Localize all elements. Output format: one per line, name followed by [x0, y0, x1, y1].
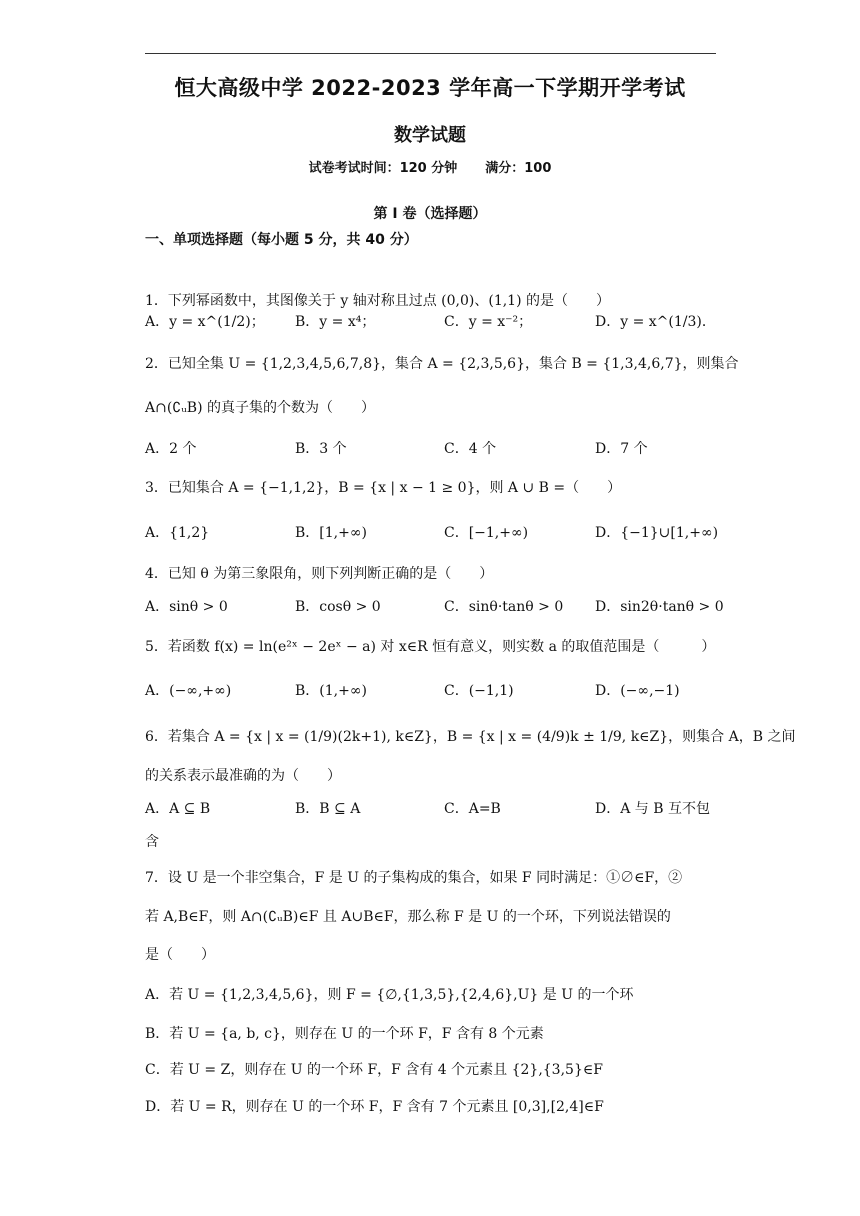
header-rule: [145, 53, 716, 54]
q6-option-d: D．A 与 B 互不包: [595, 801, 710, 817]
q5-option-a: A．(−∞,+∞): [145, 683, 232, 699]
q3-stem: 3．已知集合 A = {−1,1,2}，B = {x | x − 1 ≥ 0}，则 A ∪ B =（ ）: [145, 480, 622, 496]
q7-option-b: B．若 U = {a, b, c}，则存在 U 的一个环 F，F 含有 8 个元素: [145, 1026, 544, 1042]
q7-option-a: A．若 U = {1,2,3,4,5,6}，则 F = {∅,{1,3,5},{2,4,6},U} 是 U 的一个环: [145, 987, 634, 1003]
q6-option-c: C．A=B: [444, 801, 501, 817]
q4-option-b: B．cosθ > 0: [295, 599, 381, 615]
q4-option-c: C．sinθ·tanθ > 0: [444, 599, 564, 615]
q6-option-d-continued: 含: [145, 834, 159, 850]
q1-stem: 1．下列幂函数中，其图像关于 y 轴对称且过点 (0,0)、(1,1) 的是（ ）: [145, 293, 610, 309]
q1-options: [145, 313, 725, 333]
q2-option-d: D．7 个: [595, 441, 648, 457]
q7-option-d: D．若 U = R，则存在 U 的一个环 F，F 含有 7 个元素且 [0,3],[2,4]∈F: [145, 1099, 604, 1115]
q6-options: [145, 800, 725, 820]
exam-time: 试卷考试时间：120 分钟: [308, 161, 458, 176]
q5-stem: 5．若函数 f(x) = ln(e²ˣ − 2eˣ − a) 对 x∈R 恒有意义，则实数 a 的取值范围是（ ）: [145, 639, 716, 655]
q2-stem-line2: A∩(∁ᵤB) 的真子集的个数为（ ）: [145, 400, 375, 416]
q5-option-d: D．(−∞,−1): [595, 683, 680, 699]
q7-stem-line3: 是（ ）: [145, 947, 215, 963]
q3-options: [145, 524, 725, 544]
q2-option-a: A．2 个: [145, 441, 197, 457]
q3-option-c: C．[−1,+∞): [444, 525, 529, 541]
exam-meta: [0, 157, 860, 176]
q4-option-a: A．sinθ > 0: [145, 599, 228, 615]
q2-stem-line1: 2．已知全集 U = {1,2,3,4,5,6,7,8}，集合 A = {2,3,5,6}，集合 B = {1,3,4,6,7}，则集合: [145, 356, 739, 372]
q1-option-d: D．y = x^(1/3)．: [595, 314, 716, 330]
q1-option-c: C．y = x⁻²；: [444, 314, 533, 330]
q2-option-b: B．3 个: [295, 441, 347, 457]
section-heading: 一、单项选择题（每小题 5 分，共 40 分）: [145, 232, 418, 248]
q1-option-b: B．y = x⁴；: [295, 314, 376, 330]
exam-subtitle: 数学试题: [394, 125, 466, 146]
q7-option-c: C．若 U = Z，则存在 U 的一个环 F，F 含有 4 个元素且 {2},{3,5}∈F: [145, 1062, 603, 1078]
q6-option-b: B．B ⊆ A: [295, 801, 361, 817]
q3-option-b: B．[1,+∞): [295, 525, 367, 541]
q1-option-a: A．y = x^(1/2)；: [145, 314, 265, 330]
q3-option-d: D．{−1}∪[1,+∞): [595, 525, 719, 541]
exam-score: 满分：100: [485, 161, 552, 176]
q2-option-c: C．4 个: [444, 441, 497, 457]
q4-options: [145, 598, 725, 618]
q6-option-a: A．A ⊆ B: [145, 801, 211, 817]
exam-title: 恒大高级中学 2022-2023 学年高一下学期开学考试: [174, 76, 686, 100]
q6-stem-line1: 6．若集合 A = {x | x = (1/9)(2k+1), k∈Z}，B = {x | x = (4/9)k ± 1/9, k∈Z}，则集合 A，B 之间: [145, 729, 796, 745]
q4-option-d: D．sin2θ·tanθ > 0: [595, 599, 724, 615]
q7-stem-line1: 7．设 U 是一个非空集合，F 是 U 的子集构成的集合，如果 F 同时满足：①∅∈F，②: [145, 870, 683, 886]
q4-stem: 4．已知 θ 为第三象限角，则下列判断正确的是（ ）: [145, 566, 494, 582]
q5-option-b: B．(1,+∞): [295, 683, 367, 699]
q5-options: [145, 682, 725, 702]
q5-option-c: C．(−1,1): [444, 683, 514, 699]
q2-options: [145, 440, 725, 460]
q6-stem-line2: 的关系表示最准确的为（ ）: [145, 768, 341, 784]
q3-option-a: A．{1,2}: [145, 525, 210, 541]
volume-heading: 第 I 卷（选择题）: [373, 206, 487, 222]
q7-stem-line2: 若 A,B∈F，则 A∩(∁ᵤB)∈F 且 A∪B∈F，那么称 F 是 U 的一个环，下列说法错误的: [145, 909, 671, 925]
